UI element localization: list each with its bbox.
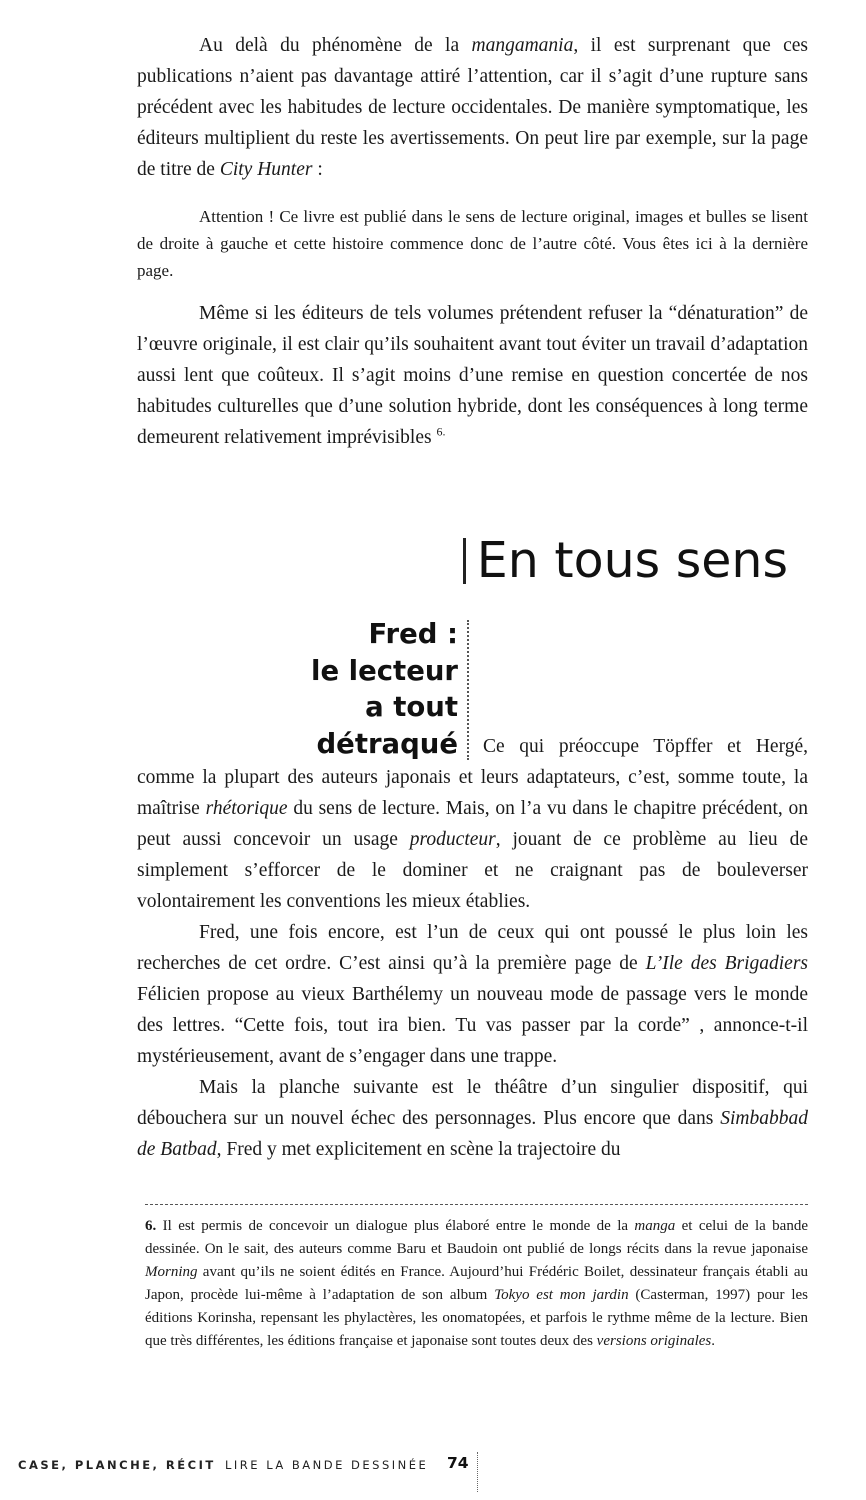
italic-title: L’Ile des Brigadiers	[645, 953, 809, 974]
text-run: Fred, une fois encore, est l’un de ceux qui ont poussé le plus loin les recherches de cet ordre. C’est ainsi qu’à la première page de	[137, 922, 808, 974]
text-run: Félicien propose au vieux Barthélemy un nouveau mode de passage vers le monde des lettres. “Cette fois, tout ira bien. Tu vas passer par la corde” , annonce-t-il mystérieusement, avant de s’engager dans une trappe.	[137, 984, 808, 1067]
italic-title: City Hunter	[219, 159, 313, 180]
italic-title: Tokyo est mon jardin	[494, 1287, 629, 1303]
italic-term: manga	[634, 1218, 676, 1234]
paragraph-publishers	[137, 298, 808, 453]
text-run: du sens de lecture. Mais, on l’a vu dans le chapitre précédent, on peut aussi concevoir un usage	[137, 798, 808, 850]
footnote	[145, 1215, 808, 1353]
body-text	[137, 731, 808, 1165]
text-run: Il est permis de concevoir un dialogue plus élaboré entre le monde de la	[156, 1218, 635, 1234]
subheading-line: Fred :	[368, 618, 458, 650]
page-footer	[0, 1454, 866, 1482]
footnote-reference[interactable]: 6.	[436, 424, 446, 439]
heading-bar	[463, 538, 466, 584]
text-run: , il est surprenant que ces publications n’aient pas davantage attiré l’attention, car il s’agit d’une rupture sans précédent avec les habitudes de lecture occidentales. De manière symptomatique, les éditeurs multiplient du reste les avertissements. On peut lire par exemple, sur la page de titre de	[137, 35, 809, 180]
text-run: avant qu’ils ne soient édités en France. Aujourd’hui Frédéric Boilet, dessinateur français établi au Japon, procède lui-même à l’adaptation de son album	[145, 1264, 808, 1303]
paragraph-fred	[137, 917, 808, 1072]
subheading-line: détraqué	[316, 727, 458, 760]
running-series-title: LIRE LA BANDE DESSINÉE	[225, 1458, 429, 1472]
footnote-rule	[145, 1204, 808, 1205]
italic-term: mangamania	[471, 35, 574, 56]
text-run: Même si les éditeurs de tels volumes prétendent refuser la “dénaturation” de l’œuvre originale, il est clair qu’ils souhaitent avant tout éviter un travail d’adaptation aussi lent que coûteux. Il s’agit moins d’une remise en question concertée de nos habitudes culturelles que d’une solution hybride, dont les conséquences à long terme demeurent relativement imprévisibles	[137, 303, 808, 448]
text-run: , Fred y met explicitement en scène la trajectoire du	[216, 1139, 621, 1160]
italic-title: Simbabbad de Batbad	[137, 1108, 808, 1160]
italic-term: rhétorique	[205, 798, 288, 819]
footnote-number: 6.	[145, 1218, 157, 1234]
page-number: 74	[447, 1454, 469, 1472]
block-quote	[137, 203, 808, 284]
section-title: En tous sens	[476, 532, 788, 589]
subheading-line: le lecteur	[311, 654, 458, 687]
text-run: (Casterman, 1997) pour les éditions Korinsha, repensant les phylactères, les onomatopées, et parfois le rythme même de la lecture. Bien que très différentes, les éditions française et japonaise sont toutes deux des	[145, 1287, 808, 1349]
text-run: :	[312, 159, 323, 180]
text-run: , jouant de ce problème au lieu de simplement s’efforcer de le dominer et ne craignant pas de bouleverser volontairement les conventions les mieux établies.	[137, 829, 808, 912]
footer-dotted-rule	[477, 1452, 478, 1492]
italic-title: Morning	[145, 1264, 198, 1280]
section-heading	[463, 533, 788, 589]
quote-text: Attention ! Ce livre est publié dans le sens de lecture original, images et bulles se lisent de droite à gauche et cette histoire commence donc de l’autre côté. Vous êtes ici à la dernière page.	[137, 207, 808, 280]
text-run: .	[711, 1333, 716, 1349]
italic-term: producteur	[409, 829, 496, 850]
running-book-title: CASE, PLANCHE, RÉCIT	[18, 1458, 216, 1472]
paragraph-planche	[137, 1072, 808, 1165]
italic-term: versions originales	[596, 1333, 712, 1349]
paragraph-rhetoric	[137, 731, 808, 917]
text-run: et celui de la bande dessinée. On le sait, des auteurs comme Baru et Baudoin ont publié de longs récits dans la revue japonaise	[145, 1218, 808, 1257]
subheading-line: a tout	[365, 691, 458, 723]
text-run: Ce qui préoccupe Töpffer et Hergé, comme la plupart des auteurs japonais et leurs adaptateurs, c’est, somme toute, la maîtrise	[137, 736, 808, 819]
text-run: Mais la planche suivante est le théâtre d’un singulier dispositif, qui débouchera sur un nouvel échec des personnages. Plus encore que dans	[137, 1077, 808, 1129]
paragraph-intro	[137, 30, 808, 185]
text-run: Au delà du phénomène de la	[199, 35, 472, 56]
